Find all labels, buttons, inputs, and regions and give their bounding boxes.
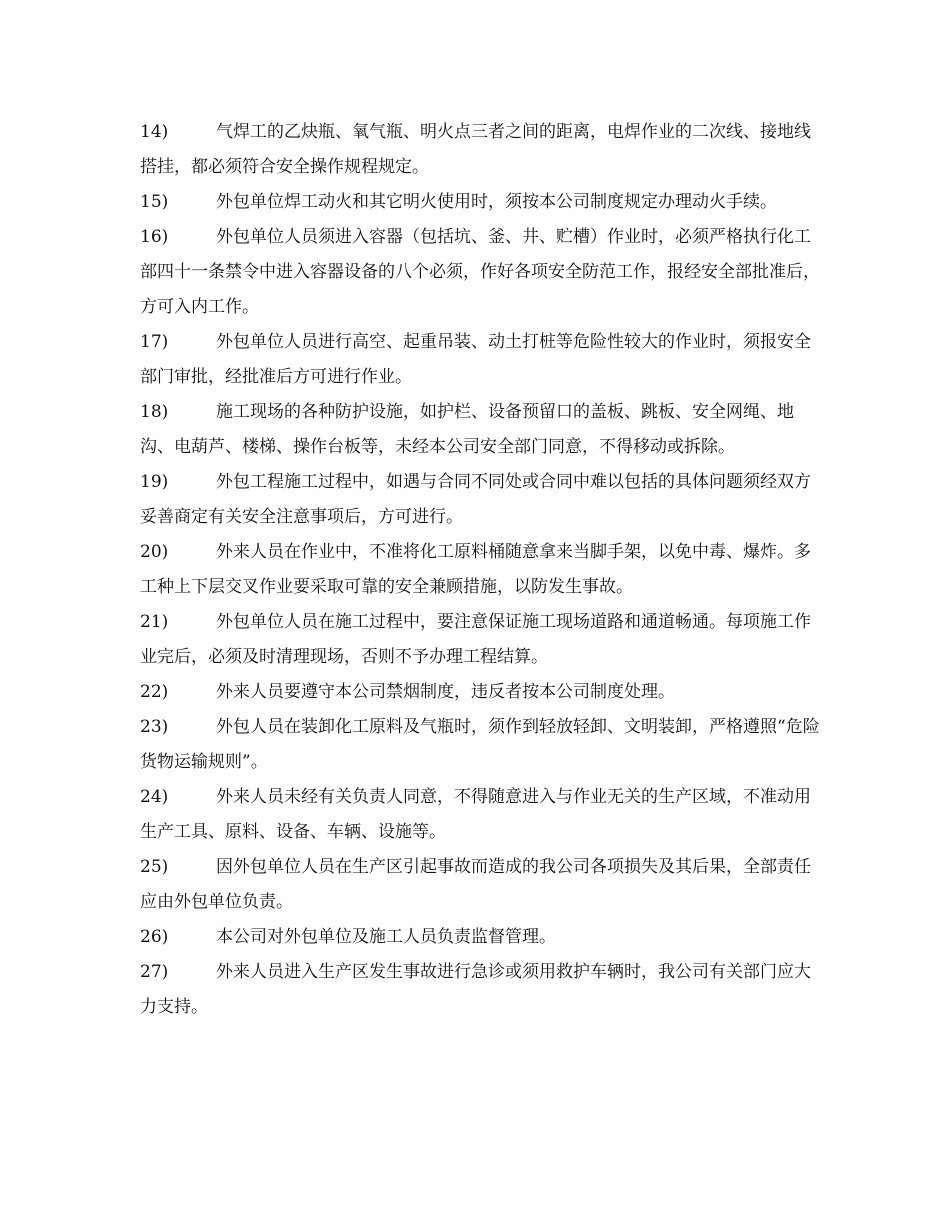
list-item xyxy=(140,185,820,220)
item-text: 本公司对外包单位及施工人员负责监督管理。 xyxy=(216,927,556,947)
list-item xyxy=(140,535,820,605)
item-number: 17) xyxy=(140,332,169,352)
list-item xyxy=(140,220,820,325)
item-number: 14) xyxy=(140,122,169,142)
item-text: 外来人员在作业中，不准将化工原料桶随意拿来当脚手架，以免中毒、爆炸。多工种上下层交叉作业要采取可靠的安全兼顾措施，以防发生事故。 xyxy=(140,542,811,597)
item-text: 施工现场的各种防护设施，如护栏、设备预留口的盖板、跳板、安全网绳、地沟、电葫芦、楼梯、操作台板等，未经本公司安全部门同意，不得移动或拆除。 xyxy=(140,402,794,457)
item-text: 外包单位人员须进入容器（包括坑、釜、井、贮槽）作业时，必须严格执行化工部四十一条禁令中进入容器设备的八个必须，作好各项安全防范工作，报经安全部批准后，方可入内工作。 xyxy=(140,227,820,317)
item-number: 18) xyxy=(140,402,169,422)
item-text: 外来人员进入生产区发生事故进行急诊或须用救护车辆时，我公司有关部门应大力支持。 xyxy=(140,962,811,1017)
item-number: 26) xyxy=(140,927,169,947)
list-item xyxy=(140,115,820,185)
item-text: 气焊工的乙炔瓶、氧气瓶、明火点三者之间的距离，电焊作业的二次线、接地线搭挂，都必须符合安全操作规程规定。 xyxy=(140,122,811,177)
item-text: 外包单位焊工动火和其它明火使用时，须按本公司制度规定办理动火手续。 xyxy=(216,192,777,212)
list-item xyxy=(140,605,820,675)
list-item xyxy=(140,850,820,920)
item-number: 15) xyxy=(140,192,169,212)
item-number: 22) xyxy=(140,682,169,702)
item-number: 20) xyxy=(140,542,169,562)
item-number: 23) xyxy=(140,717,169,737)
item-number: 16) xyxy=(140,227,169,247)
list-item xyxy=(140,780,820,850)
item-text: 外来人员未经有关负责人同意，不得随意进入与作业无关的生产区域，不准动用生产工具、原料、设备、车辆、设施等。 xyxy=(140,787,811,842)
list-item xyxy=(140,465,820,535)
item-text: 因外包单位人员在生产区引起事故而造成的我公司各项损失及其后果，全部责任应由外包单位负责。 xyxy=(140,857,811,912)
item-number: 27) xyxy=(140,962,169,982)
list-item xyxy=(140,675,820,710)
item-number: 21) xyxy=(140,612,169,632)
list-item xyxy=(140,955,820,1025)
item-number: 25) xyxy=(140,857,169,877)
list-item xyxy=(140,920,820,955)
list-item xyxy=(140,325,820,395)
item-text: 外包人员在装卸化工原料及气瓶时，须作到轻放轻卸、文明装卸，严格遵照“危险货物运输规则”。 xyxy=(140,717,820,772)
list-item xyxy=(140,395,820,465)
list-item xyxy=(140,710,820,780)
item-text: 外来人员要遵守本公司禁烟制度，违反者按本公司制度处理。 xyxy=(216,682,675,702)
item-text: 外包单位人员进行高空、起重吊装、动土打桩等危险性较大的作业时，须报安全部门审批，经批准后方可进行作业。 xyxy=(140,332,811,387)
item-number: 19) xyxy=(140,472,169,492)
item-text: 外包单位人员在施工过程中，要注意保证施工现场道路和通道畅通。每项施工作业完后，必须及时清理现场，否则不予办理工程结算。 xyxy=(140,612,811,667)
document-body xyxy=(140,115,820,1025)
item-number: 24) xyxy=(140,787,169,807)
item-text: 外包工程施工过程中，如遇与合同不同处或合同中难以包括的具体问题须经双方妥善商定有关安全注意事项后，方可进行。 xyxy=(140,472,811,527)
